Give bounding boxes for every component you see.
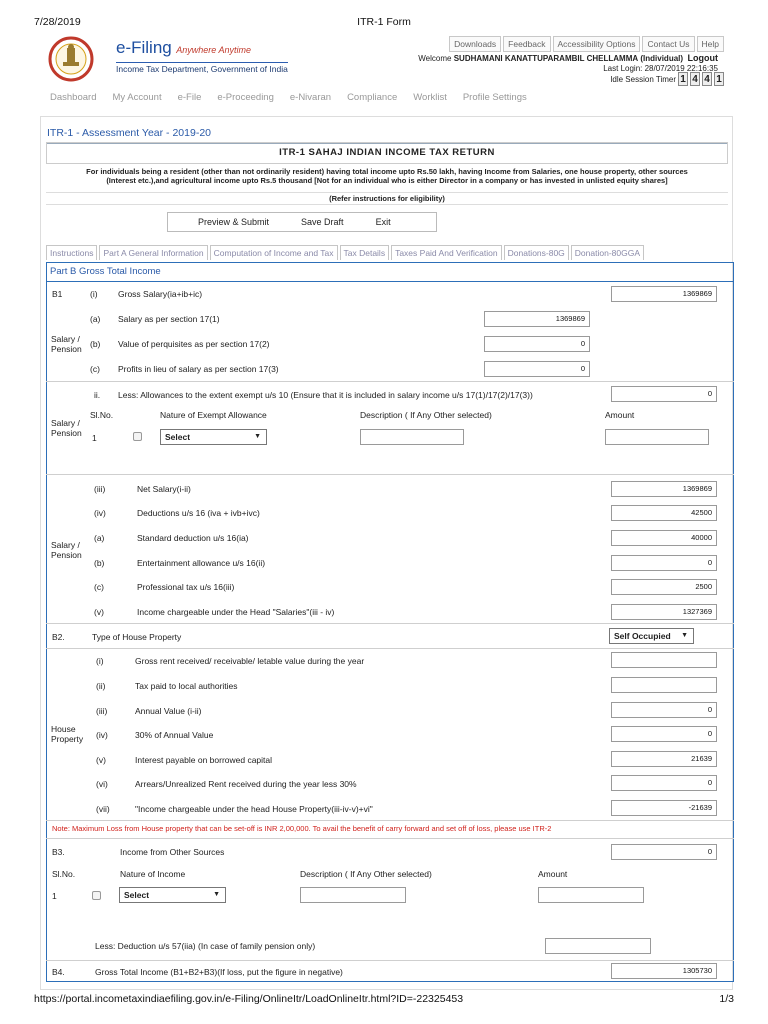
exempt-description-input[interactable] — [360, 429, 464, 445]
timer-digit: 4 — [702, 72, 712, 86]
income-house-property-input[interactable]: -21639 — [611, 800, 717, 816]
section-divider — [47, 281, 733, 282]
block-divider — [46, 960, 734, 961]
h-vi-sub: (vi) — [96, 779, 108, 789]
block-divider — [46, 623, 734, 624]
exempt-row-slno: 1 — [92, 433, 97, 443]
nav-e-proceeding[interactable]: e-Proceeding — [217, 92, 274, 103]
tab-part-a[interactable]: Part A General Information — [99, 245, 207, 260]
block-divider — [46, 381, 734, 382]
eligibility-text — [46, 167, 728, 185]
profits-in-lieu-input[interactable]: 0 — [484, 361, 590, 377]
house-group-label: House Property — [51, 724, 84, 744]
ivb-label: Entertainment allowance u/s 16(ii) — [137, 558, 266, 568]
chevron-down-icon: ▼ — [213, 891, 220, 898]
idle-timer-label: Idle Session Timer — [610, 74, 676, 84]
h-iv-sub: (iv) — [96, 730, 108, 740]
income-salaries-input[interactable]: 1327369 — [611, 604, 717, 620]
h-iv-label: 30% of Annual Value — [135, 730, 214, 740]
b2-label: Type of House Property — [92, 632, 182, 642]
iii-sub: (iii) — [94, 484, 106, 494]
brand-department: Income Tax Department, Government of India — [116, 64, 288, 74]
h-v-label: Interest payable on borrowed capital — [135, 755, 273, 765]
h-i-label: Gross rent received/ receivable/ letable value during the year — [135, 656, 365, 666]
tab-computation[interactable]: Computation of Income and Tax — [210, 245, 338, 260]
brand-tagline: Anywhere Anytime — [176, 45, 251, 55]
nav-profile-settings[interactable]: Profile Settings — [462, 92, 527, 103]
eligibility-line-2: (Interest etc.),and agricultural income upto Rs.5 thousand [Not for an individual who is either Director in a company or has invested in unlisted equity shares] — [106, 176, 668, 185]
contact-link[interactable]: Contact Us — [642, 36, 694, 52]
welcome-prefix: Welcome — [418, 54, 452, 63]
salary-17-1-input[interactable]: 1369869 — [484, 311, 590, 327]
b-sub: (b) — [90, 339, 101, 349]
ivb-sub: (b) — [94, 558, 105, 568]
b3-code: B3. — [52, 847, 65, 857]
deduction-57-input[interactable] — [545, 938, 651, 954]
ivc-sub: (c) — [94, 582, 104, 592]
salary-group-label: Salary / Pension — [51, 540, 82, 560]
arrears-rent-input[interactable]: 0 — [611, 775, 717, 791]
nav-my-account[interactable]: My Account — [112, 92, 162, 103]
chevron-down-icon: ▼ — [681, 632, 688, 639]
user-name: SUDHAMANI KANATTUPARAMBIL CHELLAMMA — [453, 54, 639, 63]
action-bar — [167, 212, 437, 232]
print-title: ITR-1 Form — [357, 16, 411, 28]
section-title: Part B Gross Total Income — [50, 266, 161, 277]
a-label: Salary as per section 17(1) — [118, 314, 220, 324]
main-nav — [50, 92, 543, 103]
annual-value-input[interactable]: 0 — [611, 702, 717, 718]
accessibility-link[interactable]: Accessibility Options — [553, 36, 641, 52]
form-title: ITR-1 SAHAJ INDIAN INCOME TAX RETURN — [46, 142, 728, 164]
tab-donations-80g[interactable]: Donations-80G — [504, 245, 569, 260]
other-row-slno: 1 — [52, 891, 57, 901]
h-iii-label: Annual Value (i-ii) — [135, 706, 202, 716]
gross-salary-input[interactable]: 1369869 — [611, 286, 717, 302]
iv-label: Deductions u/s 16 (iva + ivb+ivc) — [137, 508, 260, 518]
other-nature-header: Nature of Income — [120, 869, 186, 879]
save-draft-button[interactable]: Save Draft — [301, 217, 344, 227]
b-label: Value of perquisites as per section 17(2) — [118, 339, 270, 349]
nav-e-nivaran[interactable]: e-Nivaran — [289, 92, 332, 103]
ii-label: Less: Allowances to the extent exempt u/s 10 (Ensure that it is included in salary income u/s 17(1)/17(2)/17(3)) — [118, 390, 533, 400]
exempt-amount-input[interactable] — [605, 429, 709, 445]
other-row-checkbox[interactable] — [92, 891, 101, 900]
other-amount-input[interactable] — [538, 887, 644, 903]
tab-tax-details[interactable]: Tax Details — [340, 245, 390, 260]
nav-dashboard[interactable]: Dashboard — [50, 92, 97, 103]
form-legend: ITR-1 - Assessment Year - 2019-20 — [47, 127, 211, 139]
tax-paid-local-input[interactable] — [611, 677, 717, 693]
h-ii-sub: (ii) — [96, 681, 106, 691]
a-sub: (a) — [90, 314, 101, 324]
v-sub: (v) — [94, 607, 104, 617]
other-amount-header: Amount — [538, 869, 568, 879]
thirty-percent-input[interactable]: 0 — [611, 726, 717, 742]
other-description-input[interactable] — [300, 887, 406, 903]
print-footer — [34, 993, 734, 1007]
exempt-row-checkbox[interactable] — [133, 432, 142, 441]
h-vi-label: Arrears/Unrealized Rent received during the year less 30% — [135, 779, 357, 789]
nav-e-file[interactable]: e-File — [177, 92, 202, 103]
block-divider — [46, 820, 734, 821]
gross-rent-input[interactable] — [611, 652, 717, 668]
block-divider — [46, 648, 734, 649]
b4-label: Gross Total Income (B1+B2+B3)(If loss, put the figure in negative) — [95, 967, 343, 977]
preview-submit-button[interactable]: Preview & Submit — [198, 217, 270, 227]
salary-group-label: Salary / Pension — [51, 334, 82, 354]
entertainment-allowance-input[interactable]: 0 — [611, 555, 717, 571]
standard-deduction-input[interactable]: 40000 — [611, 530, 717, 546]
house-type-value: Self Occupied — [614, 631, 671, 641]
top-links — [447, 36, 724, 52]
ii-sub: ii. — [94, 390, 101, 400]
timer-digit: 1 — [714, 72, 724, 86]
logout-link[interactable]: Logout — [687, 53, 718, 63]
other-sources-input[interactable]: 0 — [611, 844, 717, 860]
exempt-allowance-select[interactable] — [160, 429, 267, 445]
brand-name: e-Filing — [116, 38, 172, 57]
salary-group-label: Salary / Pension — [51, 418, 82, 438]
h-i-sub: (i) — [96, 656, 104, 666]
b4-code: B4. — [52, 967, 65, 977]
b3-label: Income from Other Sources — [120, 847, 225, 857]
emblem-logo-icon — [48, 36, 94, 82]
idle-timer — [610, 72, 724, 86]
tab-taxes-paid[interactable]: Taxes Paid And Verification — [391, 245, 502, 260]
print-header — [34, 16, 734, 30]
v-label: Income chargeable under the Head "Salaries"(iii - iv) — [137, 607, 335, 617]
refer-instructions: (Refer instructions for eligibility) — [46, 192, 728, 205]
downloads-link[interactable]: Downloads — [449, 36, 501, 52]
perquisites-input[interactable]: 0 — [484, 336, 590, 352]
last-login: Last Login: 28/07/2019 22:16:35 — [603, 63, 718, 73]
form-tabs — [46, 245, 646, 260]
gross-total-income-input[interactable]: 1305730 — [611, 963, 717, 979]
b1-sub: (i) — [90, 289, 98, 299]
b1-code: B1 — [52, 289, 63, 299]
tab-donation-80gga[interactable]: Donation-80GGA — [571, 245, 644, 260]
help-link[interactable]: Help — [697, 36, 724, 52]
timer-digit: 4 — [690, 72, 700, 86]
net-salary-input[interactable]: 1369869 — [611, 481, 717, 497]
b1-label: Gross Salary(ia+ib+ic) — [118, 289, 203, 299]
exempt-nature-header: Nature of Exempt Allowance — [160, 410, 267, 420]
print-date: 7/28/2019 — [34, 16, 81, 28]
h-vii-sub: (vii) — [96, 804, 110, 814]
allowances-exempt-input[interactable]: 0 — [611, 386, 717, 402]
ivc-label: Professional tax u/s 16(iii) — [137, 582, 235, 592]
chevron-down-icon: ▼ — [254, 433, 261, 440]
house-loss-note: Note: Maximum Loss from House property that can be set-off is INR 2,00,000. To avail the benefit of carry forward and set off of loss, please use ITR-2 — [52, 824, 552, 833]
h-ii-label: Tax paid to local authorities — [135, 681, 238, 691]
nature-of-income-select[interactable] — [119, 887, 226, 903]
h-v-sub: (v) — [96, 755, 106, 765]
iva-label: Standard deduction u/s 16(ia) — [137, 533, 249, 543]
block-divider — [46, 474, 734, 475]
deductions-16-input[interactable]: 42500 — [611, 505, 717, 521]
exempt-select-value: Select — [165, 432, 191, 442]
nature-select-value: Select — [124, 890, 150, 900]
nav-compliance[interactable]: Compliance — [347, 92, 398, 103]
other-desc-header: Description ( If Any Other selected) — [300, 869, 432, 879]
less-deduction-label: Less: Deduction u/s 57(iia) (In case of family pension only) — [95, 941, 316, 951]
other-slno-header: Sl.No. — [52, 869, 76, 879]
iii-label: Net Salary(i-ii) — [137, 484, 191, 494]
user-role: (Individual) — [640, 54, 684, 63]
exit-button[interactable]: Exit — [375, 217, 391, 227]
eligibility-line-1: For individuals being a resident (other than not ordinarily resident) having total income upto Rs.50 lakh, having Income from Salaries, one house property, other sources — [86, 167, 688, 176]
feedback-link[interactable]: Feedback — [503, 36, 550, 52]
welcome-info — [418, 54, 718, 73]
print-page-number: 1/3 — [719, 993, 734, 1005]
timer-digit: 1 — [678, 72, 688, 86]
iv-sub: (iv) — [94, 508, 106, 518]
tab-instructions[interactable]: Instructions — [46, 245, 97, 260]
exempt-slno-header: Sl.No. — [90, 410, 114, 420]
h-iii-sub: (iii) — [96, 706, 108, 716]
nav-worklist[interactable]: Worklist — [413, 92, 447, 103]
print-url: https://portal.incometaxindiaefiling.gov.in/e-Filing/OnlineItr/LoadOnlineItr.html?ID=-22325453 — [34, 993, 464, 1005]
professional-tax-input[interactable]: 2500 — [611, 579, 717, 595]
iva-sub: (a) — [94, 533, 105, 543]
interest-borrowed-input[interactable]: 21639 — [611, 751, 717, 767]
block-divider — [46, 838, 734, 839]
brand — [116, 38, 288, 74]
c-sub: (c) — [90, 364, 100, 374]
c-label: Profits in lieu of salary as per section 17(3) — [118, 364, 279, 374]
exempt-amount-header: Amount — [605, 410, 635, 420]
b2-code: B2. — [52, 632, 65, 642]
exempt-desc-header: Description ( If Any Other selected) — [360, 410, 492, 420]
h-vii-label: "Income chargeable under the head House Property(iii-iv-v)+vi" — [135, 804, 373, 814]
house-type-select[interactable] — [609, 628, 694, 644]
